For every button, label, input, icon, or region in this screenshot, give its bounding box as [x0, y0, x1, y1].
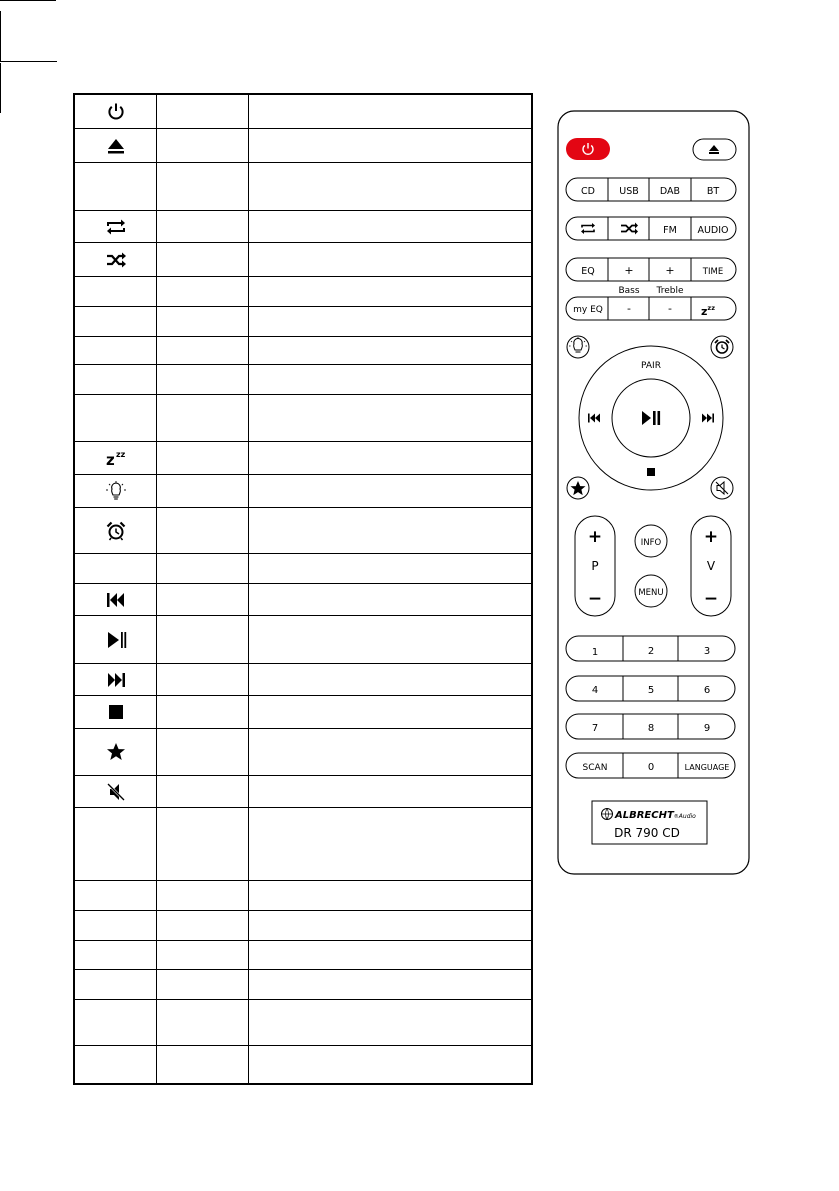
stop-icon: [108, 704, 124, 720]
table-icon-cell: [75, 696, 157, 728]
remote-treble-plus-button[interactable]: +: [665, 264, 675, 277]
remote-preset-plus[interactable]: +: [587, 527, 603, 547]
remote-control: [557, 110, 750, 875]
remote-volume-minus[interactable]: −: [703, 589, 719, 609]
remote-key-9[interactable]: 9: [703, 723, 711, 734]
remote-bt-button[interactable]: BT: [706, 186, 720, 197]
remote-treble-label: Treble: [656, 286, 684, 296]
table-icon-cell: [75, 442, 157, 474]
remote-key-6[interactable]: 6: [703, 685, 711, 696]
mute-icon: [105, 781, 127, 803]
table-icon-cell: [75, 941, 157, 969]
table-row: [75, 337, 531, 365]
table-row: [75, 277, 531, 307]
table-row: [75, 129, 531, 163]
remote-eq-row: [566, 258, 736, 281]
table-row: [75, 1000, 531, 1046]
remote-key-4[interactable]: 4: [591, 685, 599, 696]
repeat-icon: [105, 218, 127, 236]
remote-eq-button[interactable]: EQ: [581, 266, 595, 277]
table-row: [75, 163, 531, 211]
table-row: [75, 776, 531, 808]
remote-source-row: [566, 178, 736, 201]
table-row: [75, 1046, 531, 1089]
table-row: [75, 729, 531, 776]
remote-scan-button[interactable]: SCAN: [582, 763, 608, 773]
remote-audio-button[interactable]: AUDIO: [697, 225, 729, 236]
table-row: [75, 554, 531, 584]
table-row: [75, 696, 531, 729]
table-row: [75, 95, 531, 129]
table-row: [75, 307, 531, 337]
table-icon-cell: [75, 584, 157, 615]
remote-pair-label: PAIR: [641, 361, 661, 371]
table-icon-cell: [75, 365, 157, 394]
table-row: [75, 616, 531, 664]
table-icon-cell: [75, 776, 157, 807]
table-row: [75, 365, 531, 395]
remote-dab-button[interactable]: DAB: [659, 186, 681, 197]
table-row: [75, 211, 531, 243]
light-bulb-icon: [105, 480, 127, 502]
remote-control-drawing: [557, 110, 750, 875]
remote-preset-minus[interactable]: −: [587, 589, 603, 609]
table-icon-cell: [75, 129, 157, 162]
remote-sleep-zz: zz: [707, 304, 715, 312]
power-icon: [106, 102, 126, 122]
table-icon-cell: [75, 508, 157, 553]
table-row: [75, 970, 531, 1000]
table-icon-cell: [75, 395, 157, 441]
table-icon-cell: [75, 1000, 157, 1045]
remote-key-1[interactable]: 1: [591, 647, 599, 658]
remote-myeq-button[interactable]: my EQ: [573, 305, 603, 315]
remote-preset-label: P: [591, 559, 599, 573]
remote-sleep-z: z: [701, 305, 708, 318]
table-icon-cell: [75, 911, 157, 940]
table-icon-cell: [75, 616, 157, 663]
table-row: [75, 475, 531, 508]
table-row: [75, 584, 531, 616]
crop-mark-top-right-vertical: [0, 63, 2, 113]
remote-volume-plus[interactable]: +: [703, 527, 719, 547]
remote-language-button[interactable]: LANGUAGE: [684, 763, 730, 772]
remote-myeq-row: [566, 297, 736, 320]
table-icon-cell: [75, 554, 157, 583]
remote-key-8[interactable]: 8: [647, 723, 655, 734]
remote-key-0[interactable]: 0: [647, 762, 655, 773]
remote-volume-label: V: [706, 559, 716, 573]
table-icon-cell: [75, 664, 157, 695]
play-pause-icon: [105, 630, 127, 650]
table-icon-cell: [75, 729, 157, 775]
remote-menu-label: MENU: [638, 588, 664, 598]
table-row: [75, 243, 531, 277]
remote-key-7[interactable]: 7: [591, 723, 599, 734]
table-icon-cell: [75, 277, 157, 306]
table-icon-cell: [75, 95, 157, 128]
sleep-icon: [105, 448, 127, 468]
remote-brand-name: ALBRECHT: [615, 810, 674, 821]
remote-key-2[interactable]: 2: [647, 646, 655, 657]
table-icon-cell: [75, 808, 157, 880]
skip-back-icon: [105, 591, 127, 609]
remote-mode-row: [566, 217, 736, 240]
eject-icon: [106, 136, 126, 156]
table-icon-cell: [75, 475, 157, 507]
skip-forward-icon: [105, 671, 127, 689]
svg-text:zz: zz: [116, 450, 126, 459]
table-icon-cell: [75, 337, 157, 364]
table-icon-cell: [75, 243, 157, 276]
remote-time-button[interactable]: TIME: [702, 267, 724, 277]
table-icon-cell: [75, 307, 157, 336]
remote-key-3[interactable]: 3: [703, 646, 711, 657]
crop-mark-top-right: [0, 61, 57, 63]
remote-brand-sub-prefix: ®: [673, 814, 679, 820]
remote-model: DR 790 CD: [614, 826, 680, 840]
table-row: [75, 881, 531, 911]
table-icon-cell: [75, 1046, 157, 1089]
table-row: [75, 664, 531, 696]
remote-power-button[interactable]: [566, 138, 610, 160]
table-row: [75, 808, 531, 881]
remote-cd-button[interactable]: CD: [581, 186, 595, 197]
remote-brand-sub: Audio: [678, 813, 696, 820]
table-icon-cell: [75, 163, 157, 210]
table-row: [75, 395, 531, 442]
alarm-icon: [105, 520, 127, 542]
star-icon: [105, 741, 127, 763]
table-row: [75, 911, 531, 941]
remote-treble-minus-button[interactable]: -: [668, 302, 672, 315]
table-icon-cell: [75, 881, 157, 910]
remote-key-5[interactable]: 5: [647, 685, 655, 696]
crop-mark-top-left: [0, 0, 56, 11]
remote-bass-label: Bass: [618, 286, 640, 296]
remote-bass-minus-button[interactable]: -: [627, 302, 631, 315]
remote-fm-button[interactable]: FM: [663, 225, 677, 236]
shuffle-icon: [105, 251, 127, 269]
remote-bass-plus-button[interactable]: +: [624, 264, 634, 277]
crop-mark-top-left-vertical: [0, 11, 2, 61]
table-row: [75, 508, 531, 554]
remote-light-button[interactable]: [567, 336, 589, 358]
table-icon-cell: [75, 211, 157, 242]
svg-text:z: z: [106, 451, 115, 468]
function-table: [73, 93, 533, 1085]
remote-info-label: INFO: [640, 538, 662, 548]
table-row: [75, 442, 531, 475]
table-icon-cell: [75, 970, 157, 999]
table-row: [75, 941, 531, 970]
remote-usb-button[interactable]: USB: [619, 186, 639, 197]
remote-stop-icon[interactable]: [647, 468, 655, 476]
